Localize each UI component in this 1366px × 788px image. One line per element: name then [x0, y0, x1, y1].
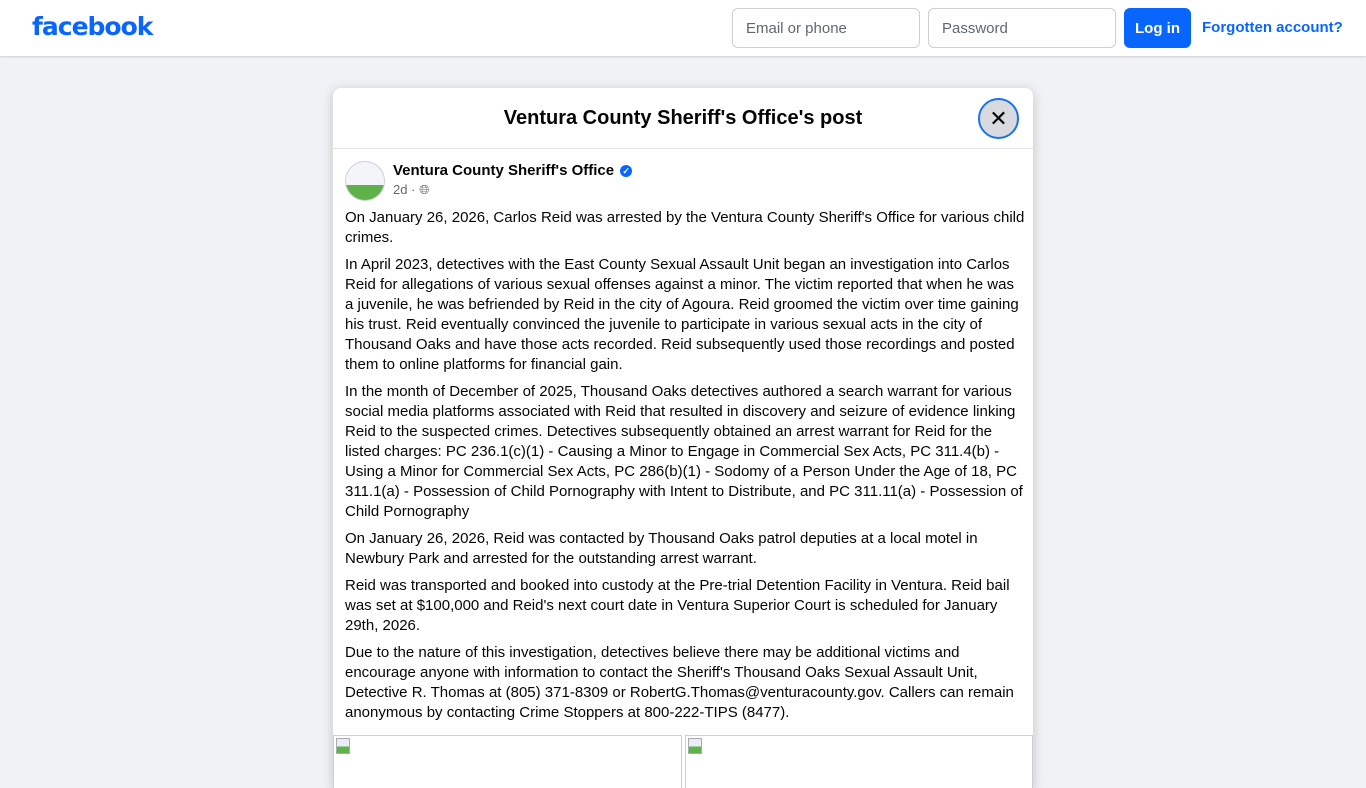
post-image[interactable]	[333, 735, 682, 788]
close-icon: ✕	[989, 105, 1008, 131]
post-paragraph: In the month of December of 2025, Thousand Oaks detectives authored a search warrant for various social media platforms associated with Reid that resulted in discovery and seizure of evidence linking Reid to the suspected crimes. Detectives subsequently obtained an arrest warrant for Reid for the listed charges: PC 236.1(c)(1) - Causing a Minor to Engage in Commercial Sex Acts, PC 311.4(b) - Using a Minor for Commercial Sex Acts, PC 286(b)(1) - Sodomy of a Person Under the Age of 18, PC 311.1(a) - Possession of Child Pornography with Intent to Distribute, and PC 311.11(a) - Possession of Child Pornography	[345, 383, 1023, 520]
separator: ·	[411, 182, 416, 197]
forgotten-account-link[interactable]: Forgotten account?	[1202, 19, 1343, 36]
post-images	[333, 735, 1033, 788]
top-bar	[0, 0, 1366, 56]
post-text	[345, 208, 1025, 730]
password-field[interactable]	[928, 8, 1116, 48]
login-button[interactable]: Log in	[1124, 8, 1191, 48]
post-paragraph: In April 2023, detectives with the East County Sexual Assault Unit began an investigation into Carlos Reid for allegations of various sexual offenses against a minor. The victim reported that when he was a juvenile, he was befriended by Reid in the city of Agoura. Reid groomed the victim over time gaining his trust. Reid eventually convinced the juvenile to participate in various sexual acts in the city of Thousand Oaks and have those acts recorded. Reid subsequently used those recordings and posted them to online platforms for financial gain.	[345, 256, 1019, 373]
post-dialog	[333, 88, 1033, 788]
facebook-logo[interactable]: facebook	[32, 12, 153, 41]
globe-icon: 🌐︎	[419, 182, 430, 197]
dialog-header	[333, 88, 1033, 149]
post-paragraph: Due to the nature of this investigation, detectives believe there may be additional victims and encourage anyone with information to contact the Sheriff's Thousand Oaks Sexual Assault Unit, Detective R. Thomas at (805) 371-8309 or RobertG.Thomas@venturacounty.gov. Callers can remain anonymous by contacting Crime Stoppers at 800-222-TIPS (8477).	[345, 644, 1014, 721]
broken-image-icon	[336, 738, 350, 754]
verified-badge-icon: ✓	[620, 165, 632, 177]
broken-image-icon	[688, 738, 702, 754]
post-paragraph: On January 26, 2026, Carlos Reid was arrested by the Ventura County Sheriff's Office for various child crimes.	[345, 209, 1025, 246]
close-button[interactable]	[978, 98, 1019, 139]
avatar[interactable]	[345, 161, 385, 201]
post-time[interactable]: 2d	[393, 182, 408, 197]
author-name[interactable]: Ventura County Sheriff's Office	[393, 162, 615, 179]
dialog-title: Ventura County Sheriff's Office's post	[503, 107, 863, 129]
email-field[interactable]	[732, 8, 920, 48]
post-paragraph: On January 26, 2026, Reid was contacted by Thousand Oaks patrol deputies at a local motel in Newbury Park and arrested for the outstanding arrest warrant.	[345, 530, 978, 567]
post-paragraph: Reid was transported and booked into custody at the Pre-trial Detention Facility in Ventura. Reid bail was set at $100,000 and Reid's next court date in Ventura Superior Court is scheduled for January 29th, 2026.	[345, 577, 1010, 634]
post-image[interactable]	[685, 735, 1034, 788]
post-author	[345, 161, 630, 201]
